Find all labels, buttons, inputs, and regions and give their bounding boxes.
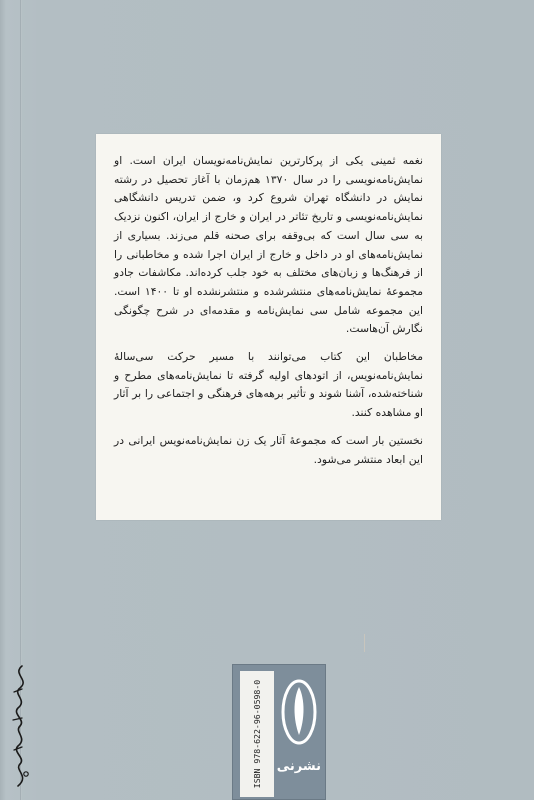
description-paragraph-1: نغمه ثمینی یکی از پرکارترین نمایش‌نامه‌نویسان ایران است. او نمایش‌نامه‌نویسی را در سال ۱۳۷۰ هم‌زمان با آغاز تحصیل در رشته نمایش در دانشگاه تهران شروع کرد و، ضمن تدریس دانشگاهی نمایش‌نامه‌نویسی و تاریخ تئاتر در ایران و خارج از ایران، اکنون نزدیک به سی سال است که بی‌وقفه برای صحنه قلم می‌زند. بسیاری از نمایش‌نامه‌های او در داخل و خارج از ایران اجرا شده و مخاطبانی را از فرهنگ‌ها و زبان‌های مختلف به خود جلب کرده‌اند. مکاشفات جادو مجموعهٔ نمایش‌نامه‌های منتشرشده و منتشرنشده او تا ۱۴۰۰ است. این مجموعه شامل سی نمایش‌نامه و مقدمه‌ای در شرح چگونگی نگارش آن‌هاست. [114, 154, 423, 336]
description-paragraph-2: مخاطبان این کتاب می‌توانند با مسیر حرکت سی‌سالهٔ نمایش‌نامه‌نویس، از اتودهای اولیه گرفته تا نمایش‌نامه‌های مطرح و شناخته‌شده، آشنا شوند و تأثیر برهه‌های فرهنگی و اجتماعی را بر آثار او مشاهده کنند. [114, 350, 423, 420]
isbn-number: ISBN 978-622-96-0598-0 [252, 679, 262, 789]
description-paragraph-3: نخستین بار است که مجموعهٔ آثار یک زن نمایش‌نامه‌نویس ایرانی در این ابعاد منتشر می‌شود. [114, 433, 423, 466]
isbn-publisher-block [232, 664, 326, 800]
description-text [114, 152, 423, 478]
author-signature [4, 662, 38, 792]
description-panel [96, 134, 441, 520]
publisher-name: نشرنی [276, 759, 321, 774]
panel-tick-mark [364, 634, 365, 652]
isbn-label [240, 671, 274, 797]
publisher-logo-icon [279, 677, 319, 747]
